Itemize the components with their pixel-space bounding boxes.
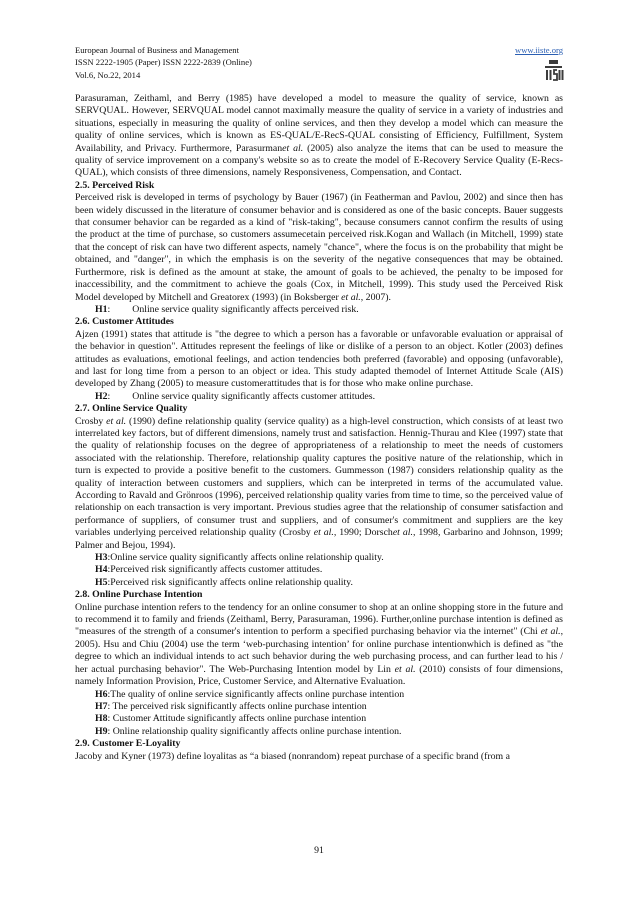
body-paragraph: Parasuraman, Zeithaml, and Berry (1985) have developed a model to measure the quality of service, known as SERVQUAL. However, SERVQUAL model cannot maximally measure the quality of service in a variety of industries and situations, especially in measuring the quality of online services, and then they develop a model which can measure the quality of online services, which is known as ES-QUAL/E-RecS-QUAL consisting of Efficiency, Fulfillment, System Availability, and Privacy. Furthermore, Parasurmanet al. (2005) also analyze the items that can be used to measure the quality of service improvement on a company's website so as to create the model of E-Recovery Service Quality (E-Recs-QUAL), which consists of three dimensions, namely Responsiveness, Compensation, and Contact. (75, 93, 563, 179)
hypothesis-h2: H2: Online service quality significantly affects customer attitudes. (95, 390, 376, 402)
hypothesis-label: H2 (95, 390, 108, 402)
hypothesis-h1: H1: Online service quality significantly affects perceived risk. (95, 303, 359, 315)
hypothesis-label: H6 (95, 688, 108, 700)
body-paragraph: Ajzen (1991) states that attitude is "the degree to which a person has a favorable or unfavorable evaluation or appraisal of the behavior in question". Attitudes represent the feelings of like or dislike of a person to an object. Kotler (2003) defines attitudes as evaluations, emotional feelings, and action tendencies both preferred (favorable) and opposing (unfavorable), and last for long time from a person to an object or idea. This study adapted themodel of Internet Attitude Scale (AIS) developed by Zhang (2005) to measure customerattitudes that is for those who make online purchase. (75, 328, 563, 390)
body-paragraph: Crosby et al. (1990) define relationship quality (service quality) as a high-level construction, which consists of at least two interrelated key factors, but of different dimensions, namely trust and satisfaction. Hennig-Thurau and Klee (1997) state that the quality of relationship focuses on the degree of appropriateness of a relationship to meet the needs of customers associated with the relationship. Therefore, relationship quality captures the positive nature of the relationship, which in turn is expected to provide a positive benefit to the customers. Gummesson (1987) considers relationship quality as the quality of interaction between customers and suppliers, which can be interpreted in terms of the accumulated value. According to Ravald and Grönroos (1996), perceived relationship quality varies from time to time, so the perceived value of relationship on each transaction is very important. Previous studies agree that the relationship of consumer satisfaction and performance of suppliers, of consumer trust and suppliers, and of consumer's commitment and suppliers are the key variables underlying perceived relationship quality (Crosby et al., 1990; Dorschet al., 1998, Garbarino and Johnson, 1999; Palmer and Bejou, 1994). (75, 415, 564, 551)
volume-line: Vol.6, No.22, 2014 (75, 69, 141, 80)
hypothesis-h9: H9: Online relationship quality significantly affects online purchase intention. (95, 725, 402, 737)
hypothesis-h8: H8: Customer Attitude significantly affects online purchase intention (95, 713, 367, 725)
body-paragraph: Perceived risk is developed in terms of psychology by Bauer (1967) (in Featherman and Pavlou, 2002) and since then has been widely discussed in the literature of consumer behavior and is considered as one of the basic concepts. Bauer suggests that consumer behavior can be regarded as a kind of "risk-taking", because consumers cannot confirm the results of using the product at the time of purchase, so customers assumecetain perceived risk.Kogan and Wallach (in Mitchell, 1999) state that the concept of risk can have two different aspects, namely "chance", where the focus is on the probability that might be obtained, and "danger", in which the emphasis is on the severity of the negative consequences that may be obtained. Furthermore, risk is defined as the amount at stake, the amount of goals to be achieved, the penalty to be imposed for inaccessibility, and the commitment to achieve the goals (Cox, in Mitchell, 1999). This study used the Perceived Risk Model developed by Mitchell and Greatorex (1993) (in Boksberger et al., 2007). (75, 192, 563, 303)
hypothesis-label: H5 (95, 576, 108, 588)
hypothesis-h5: H5:Perceived risk significantly affects online relationship quality. (95, 576, 353, 588)
hypothesis-h6: H6:The quality of online service significantly affects online purchase intention (95, 688, 405, 700)
hypothesis-label: H3 (95, 552, 108, 564)
hypothesis-h7: H7: The perceived risk significantly affects online purchase intention (95, 700, 367, 712)
body-paragraph: Jacoby and Kyner (1973) define loyalitas as “a biased (nonrandom) repeat purchase of a specific brand (from a (75, 750, 510, 762)
hypothesis-h4: H4:Perceived risk significantly affects customer attitudes. (95, 564, 323, 576)
hypothesis-label: H9 (95, 725, 108, 737)
body-paragraph: Online purchase intention refers to the tendency for an online consumer to shop at an online shopping store in the future and to recommend it to family and friends (Zeithaml, Berry, Parasuraman, 1996). Further,online purchase intention is defined as "measures of the strength of a consumer's intention to perform a specified purchasing behavior via the internet" (Chi et al., 2005). Hsu and Chiu (2004) use the term ‘web-purchasing intention’ for online purchase intentionwhich is defined as "the degree to which an individual intends to act such behavior during the web purchasing process, and can further lead to his / her actual purchasing behavior". The Web-Purchasing Intention model by Lin et al. (2010) consists of four dimensions, namely Information Provision, Price, Customer Service, and Alternative Evaluation. (75, 601, 564, 688)
section-heading: 2.8. Online Purchase Intention (75, 589, 203, 601)
issn-line: ISSN 2222-1905 (Paper) ISSN 2222-2839 (Online) (75, 57, 252, 68)
hypothesis-label: H1 (95, 303, 108, 315)
hypothesis-label: H8 (95, 713, 108, 725)
section-heading: 2.7. Online Service Quality (75, 403, 188, 415)
hypothesis-label: H7 (95, 700, 108, 712)
hypothesis-label: H4 (95, 564, 108, 576)
section-heading: 2.5. Perceived Risk (75, 179, 155, 191)
article-body (75, 93, 563, 763)
journal-url-link[interactable]: www.iiste.org (515, 45, 563, 55)
page-header (75, 44, 563, 81)
journal-title: European Journal of Business and Management (75, 45, 239, 55)
hypothesis-h3: H3:Online service quality significantly affects online relationship quality. (95, 552, 384, 564)
page-number: 91 (314, 845, 324, 856)
iiste-logo (543, 60, 565, 83)
section-heading: 2.6. Customer Attitudes (75, 316, 174, 328)
section-heading: 2.9. Customer E-Loyality (75, 738, 181, 750)
